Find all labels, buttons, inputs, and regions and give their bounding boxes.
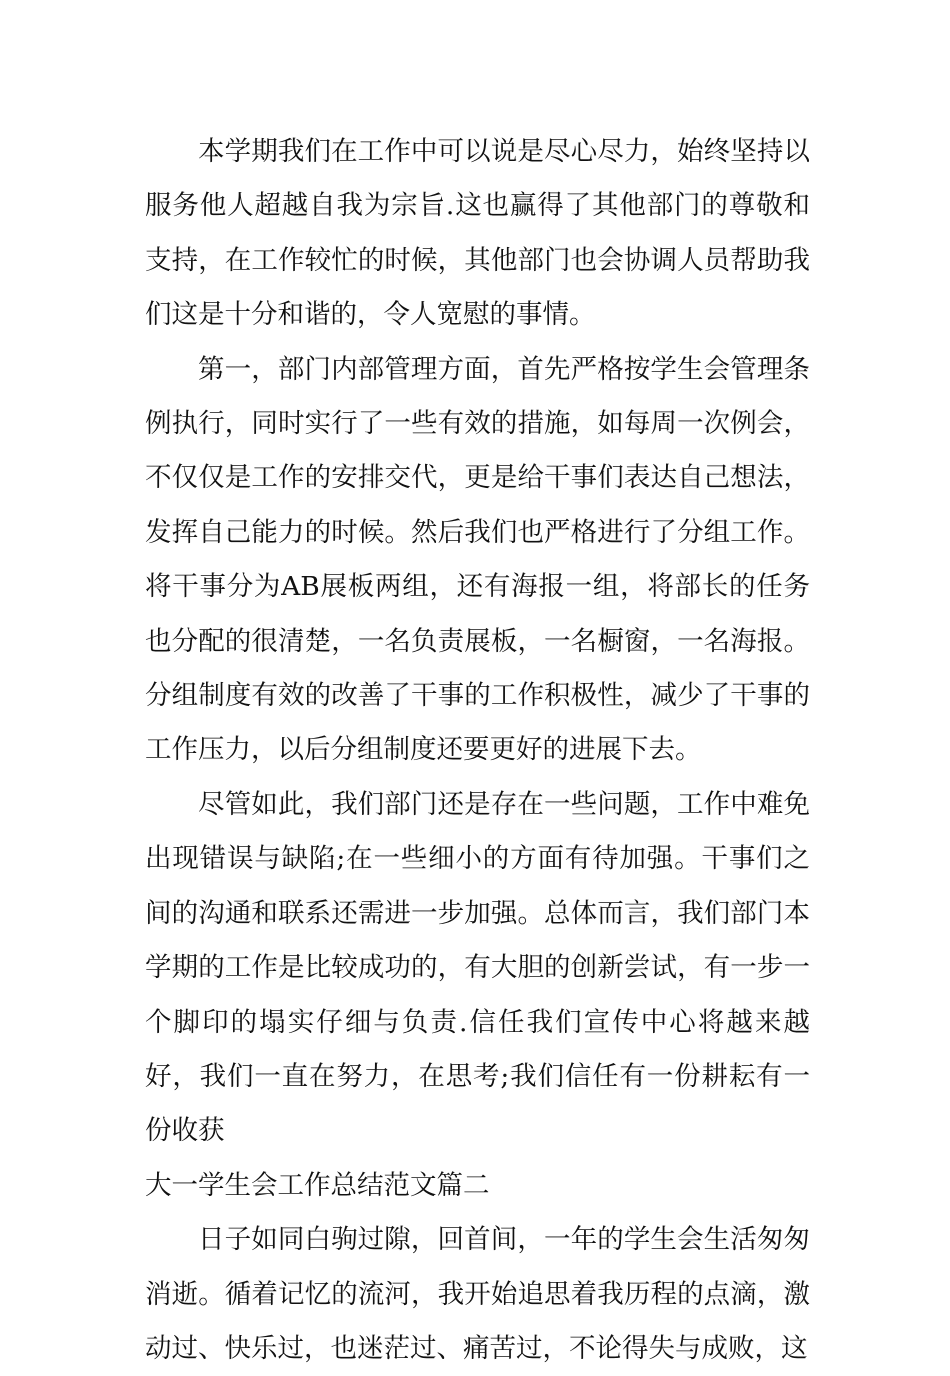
paragraph-4: 日子如同白驹过隙，回首间，一年的学生会生活匆匆消逝。循着记忆的流河，我开始追思着我历程的点滴，激动过、快乐过，也迷茫过、痛苦过，不论得失与成败，这 (145, 1224, 810, 1364)
section-title: 大一学生会工作总结范文篇二 (145, 1169, 490, 1201)
paragraph-2: 第一，部门内部管理方面，首先严格按学生会管理条例执行，同时实行了一些有效的措施，如每周一次例会，不仅仅是工作的安排交代，更是给干事们表达自己想法，发挥自己能力的时候。然后我们也严格进行了分组工作。将干事分为AB展板两组，还有海报一组，将部长的任务也分配的很清楚，一名负责展板，一名橱窗，一名海报。分组制度有效的改善了干事的工作积极性，减少了干事的工作压力，以后分组制度还要更好的进展下去。 (145, 353, 810, 766)
paragraph-1: 本学期我们在工作中可以说是尽心尽力，始终坚持以服务他人超越自我为宗旨.这也赢得了其他部门的尊敬和支持，在工作较忙的时候，其他部门也会协调人员帮助我们这是十分和谐的，令人宽慰的事情。 (145, 136, 810, 331)
document-body (145, 125, 810, 1376)
paragraph-3: 尽管如此，我们部门还是存在一些问题，工作中难免出现错误与缺陷;在一些细小的方面有待加强。干事们之间的沟通和联系还需进一步加强。总体而言，我们部门本学期的工作是比较成功的，有大胆的创新尝试，有一步一个脚印的塌实仔细与负责.信任我们宣传中心将越来越好，我们一直在努力，在思考;我们信任有一份耕耘有一份收获 (145, 788, 810, 1147)
